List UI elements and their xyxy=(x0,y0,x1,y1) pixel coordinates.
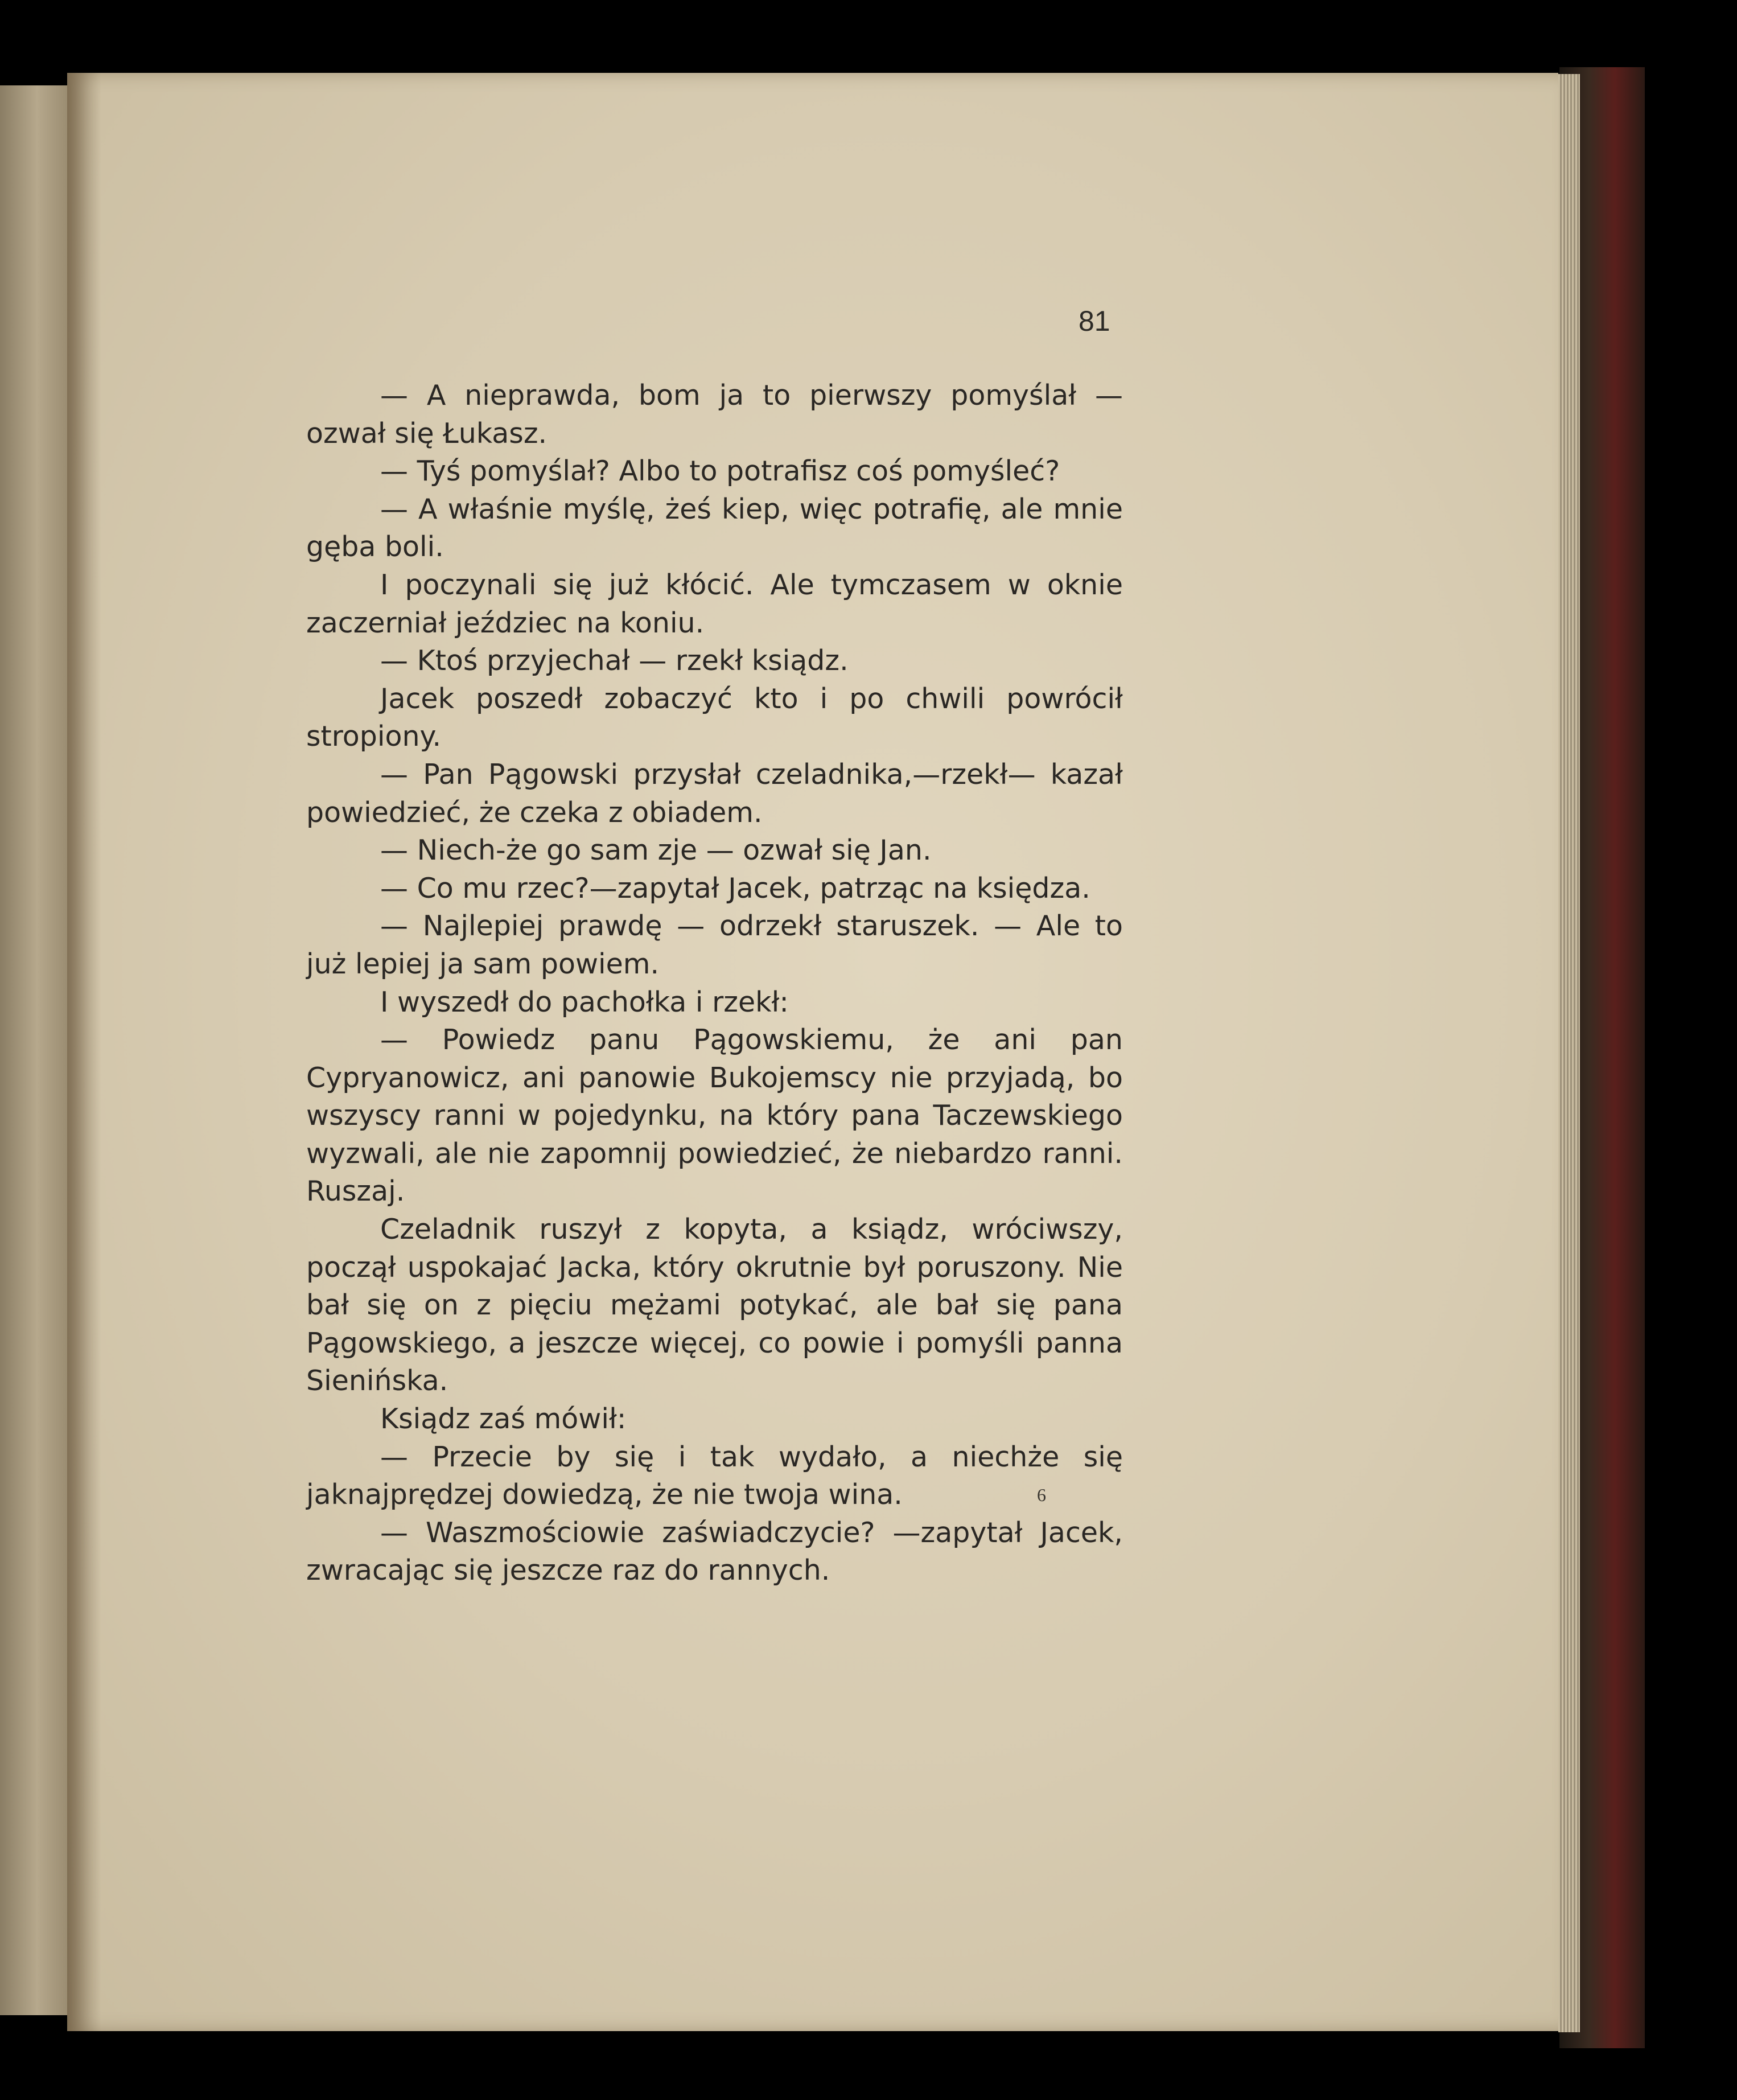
paragraph: Ksiądz zaś mówił: xyxy=(380,1403,627,1436)
paragraph: — Waszmościowie zaświadczycie? —zapytał Jacek, zwracając się jeszcze raz do rannych. xyxy=(306,1516,1123,1587)
page-number: 81 xyxy=(1079,305,1110,337)
paragraph: — Niech-że go sam zje — ozwał się Jan. xyxy=(380,834,932,867)
paragraph: Jacek poszedł zobaczyć kto i po chwili powrócił stropiony. xyxy=(306,682,1123,753)
paragraph: — Ktoś przyjechał — rzekł ksiądz. xyxy=(380,644,849,677)
left-page-edge xyxy=(0,85,67,2015)
page-stack-edge xyxy=(1558,74,1580,2032)
paragraph: Czeladnik ruszył z kopyta, a ksiądz, wróciwszy, począł uspokajać Jacka, który okrutnie był poruszony. Nie bał się on z pięciu mężami potykać, ale bał się pana Pągowskiego, a jeszcze więcej, co powie i pomyśli panna Sienińska. xyxy=(306,1213,1123,1398)
paragraph: — Najlepiej prawdę — odrzekł staruszek. — Ale to już lepiej ja sam powiem. xyxy=(306,910,1123,980)
paragraph: — A nieprawda, bom ja to pierwszy pomyślał — ozwał się Łukasz. xyxy=(306,379,1123,450)
paragraph: — Przecie by się i tak wydało, a niechże się jaknajprędzej dowiedzą, że nie twoja wina. xyxy=(306,1440,1123,1511)
signature-mark: 6 xyxy=(1037,1485,1046,1505)
paragraph: — Powiedz panu Pągowskiemu, że ani pan Cypryanowicz, ani panowie Bukojemscy nie przyjadą, bo wszyscy ranni w pojedynku, na który pana Taczewskiego wyzwali, ale nie zapomnij powiedzieć, że niebardzo ranni. Ruszaj. xyxy=(306,1024,1123,1208)
paragraph: — Pan Pągowski przysłał czeladnika,—rzekł— kazał powiedzieć, że czeka z obiadem. xyxy=(306,758,1123,829)
paragraph: I poczynali się już kłócić. Ale tymczasem w oknie zaczerniał jeździec na koniu. xyxy=(306,568,1123,639)
paragraph: — Tyś pomyślał? Albo to potrafisz coś pomyśleć? xyxy=(380,455,1060,488)
gutter-shadow xyxy=(67,73,101,2031)
paragraph: I wyszedł do pachołka i rzekł: xyxy=(380,985,789,1018)
paragraph: — Co mu rzec?—zapytał Jacek, patrząc na księdza. xyxy=(380,872,1090,905)
paragraph: — A właśnie myślę, żeś kiep, więc potrafię, ale mnie gęba boli. xyxy=(306,492,1123,564)
body-text xyxy=(306,377,1123,1590)
